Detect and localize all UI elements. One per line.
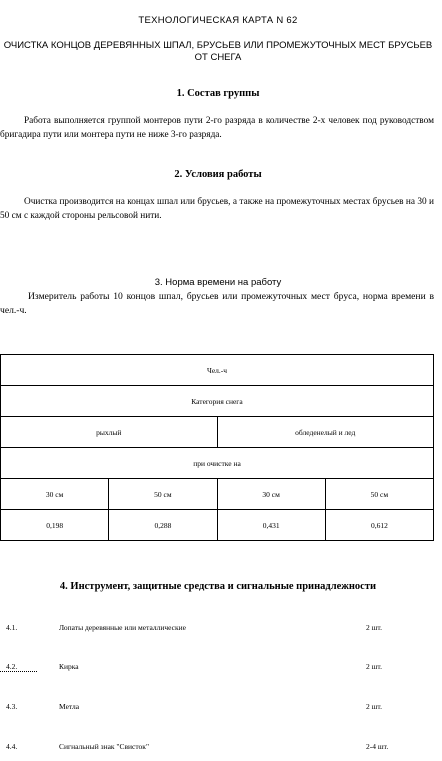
table-unit-cell: Чел.-ч [1,355,434,386]
section-2-heading: 2. Условия работы [174,169,262,180]
table-snow-type-cell: обледенелый и лед [217,417,434,448]
table-category-cell: Категория снега [1,386,434,417]
tool-quantity: 2 шт. [366,662,382,671]
tool-quantity: 2-4 шт. [366,742,389,751]
tool-name: Метла [59,702,80,711]
table-value-cell: 0,288 [109,510,217,541]
tool-number: 4.3. [6,702,18,711]
tool-number: 4.4. [6,742,18,751]
table-cleaning-cell: при очистке на [1,448,434,479]
section-1-heading: 1. Состав группы [176,88,260,99]
tool-quantity: 2 шт. [366,623,382,632]
tool-number: 4.2. [0,662,37,672]
section-2-text: Очистка производится на концах шпал или брусьев, а также на промежуточных местах брусьев на 30 и 50 см с каждой стороны рельсовой нити. [0,197,434,221]
section-3-heading: 3. Норма времени на работу [154,277,282,288]
table-width-cell: 50 см [325,479,433,510]
section-3-text: Измеритель работы 10 концов шпал, брусьев или промежуточных мест бруса, норма времени в чел.-ч. [0,291,434,316]
document-subtitle: ОЧИСТКА КОНЦОВ ДЕРЕВЯННЫХ ШПАЛ, БРУСЬЕВ ИЛИ ПРОМЕЖУТОЧНЫХ МЕСТ БРУСЬЕВ ОТ СНЕГА [3,40,433,63]
tool-number: 4.1. [6,623,18,632]
table-width-cell: 30 см [217,479,325,510]
section-1-text: Работа выполняется группой монтеров пути 2-го разряда в количестве 2-х человек под руководством бригадира пути или монтера пути не ниже 3-го разряда. [0,116,434,140]
table-width-cell: 50 см [109,479,217,510]
tool-list-item [0,702,442,714]
tool-list-item [0,742,442,754]
table-value-cell: 0,431 [217,510,325,541]
tool-name: Сигнальный знак "Свисток" [59,742,150,751]
section-4-heading: 4. Инструмент, защитные средства и сигнальные принадлежности [59,581,377,592]
table-snow-type-cell: рыхлый [1,417,218,448]
tool-quantity: 2 шт. [366,702,382,711]
tool-list-item [0,662,442,674]
tool-name: Кирка [59,662,79,671]
norm-table [0,354,434,541]
table-value-cell: 0,198 [1,510,109,541]
tool-name: Лопаты деревянные или металлические [59,623,186,632]
table-value-cell: 0,612 [325,510,433,541]
document-title: ТЕХНОЛОГИЧЕСКАЯ КАРТА N 62 [138,15,298,26]
tool-list-item [0,623,442,635]
table-width-cell: 30 см [1,479,109,510]
